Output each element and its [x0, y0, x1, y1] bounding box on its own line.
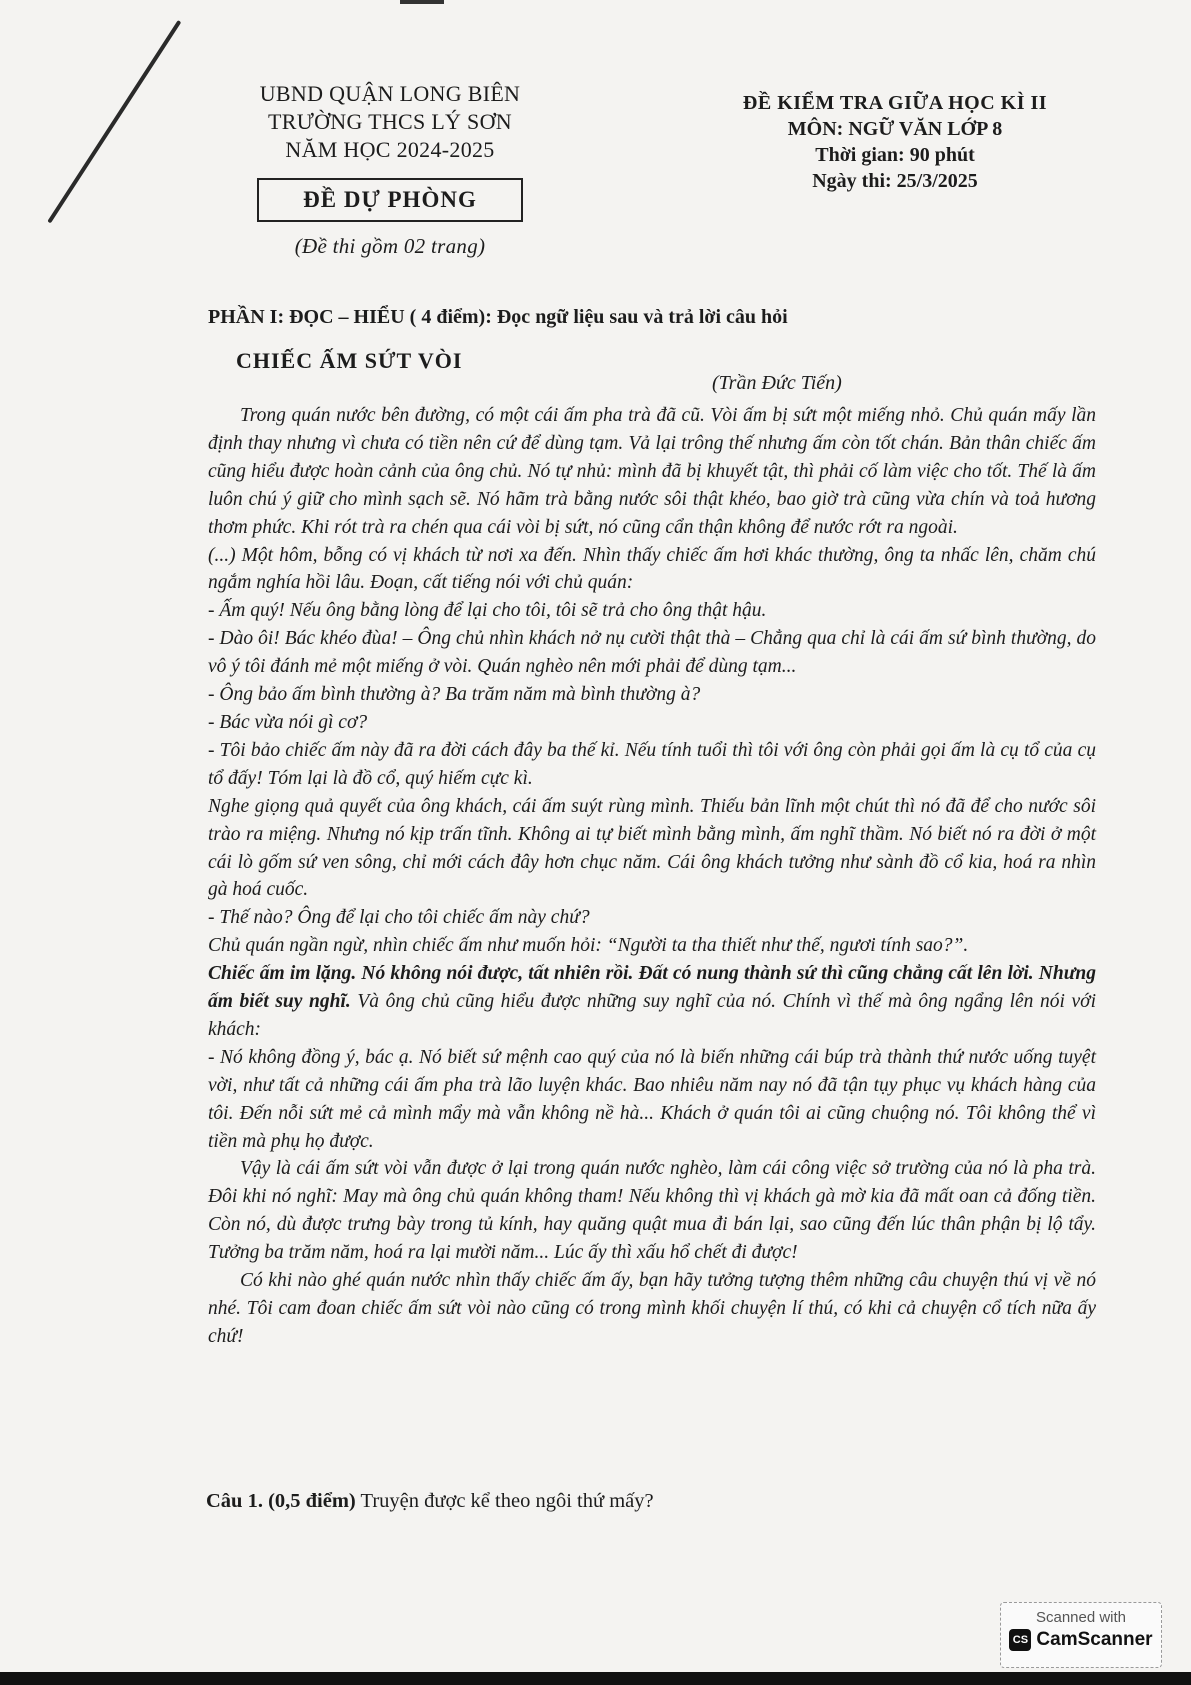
story-dialogue: - Thế nào? Ông để lại cho tôi chiếc ấm này chứ? [208, 907, 590, 929]
watermark-caption: Scanned with [1035, 1609, 1127, 1626]
scan-mark [400, 0, 444, 4]
section-title: PHẦN I: ĐỌC – HIỂU ( 4 điểm): Đọc ngữ liệu sau và trả lời câu hỏi [208, 306, 788, 328]
school-name: TRƯỜNG THCS LÝ SƠN [268, 109, 512, 134]
story-paragraph [208, 960, 1096, 1044]
watermark-brand: CamScanner [1036, 1629, 1153, 1650]
question-1 [206, 1490, 654, 1513]
school-header [225, 80, 555, 260]
question-text: Truyện được kể theo ngôi thứ mấy? [355, 1490, 654, 1512]
exam-title: ĐỀ KIỂM TRA GIỮA HỌC KÌ II [742, 92, 1048, 114]
story-bold-excerpt: Chiếc ấm im lặng. Nó không nói được, tất nhiên rồi. Đất có nung thành sứ thì cũng chẳng cất lên lời. Nhưng ấm biết suy nghĩ. [208, 963, 1096, 1013]
exam-subject: MÔN: NGỮ VĂN LỚP 8 [787, 118, 1003, 140]
school-year: NĂM HỌC 2024-2025 [285, 137, 495, 162]
story-paragraph: Chủ quán ngần ngừ, nhìn chiếc ấm như muốn hỏi: “Người ta tha thiết như thế, ngươi tính sao?”. [208, 935, 969, 957]
story-text: Và ông chủ cũng hiểu được những suy nghĩ của nó. Chính vì thế mà ông ngẩng lên nói với khách: [208, 991, 1096, 1040]
district-name: UBND QUẬN LONG BIÊN [259, 81, 521, 106]
exam-date: Ngày thi: 25/3/2025 [812, 170, 978, 192]
watermark-brand-row [1001, 1629, 1161, 1651]
page-count-note: (Đề thi gồm 02 trang) [294, 234, 486, 258]
story-dialogue: - Tôi bảo chiếc ấm này đã ra đời cách đây ba thế kỉ. Nếu tính tuổi thì tôi với ông còn phải gọi ấm là cụ tổ của cụ tổ đấy! Tóm lại là đồ cổ, quý hiếm cực kì. [208, 739, 1096, 789]
story-dialogue: - Ông bảo ấm bình thường à? Ba trăm năm mà bình thường à? [208, 684, 701, 706]
story-paragraph: Vậy là cái ấm sứt vòi vẫn được ở lại trong quán nước nghèo, làm cái công việc sở trường của nó là pha trà. Đôi khi nó nghĩ: May mà ông chủ quán không tham! Nếu không thì vị khách gà mờ kia đã mất oan cả đống tiền. Còn nó, dù được trưng bày trong tủ kính, hay quăng quật mua đi bán lại, sao cũng đến lúc thân phận bị lộ tẩy. Tưởng ba trăm năm, hoá ra lại mười năm... Lúc ấy thì xấu hổ chết đi được! [208, 1158, 1096, 1264]
story-author: (Trần Đức Tiến) [712, 372, 842, 394]
story-paragraph: Nghe giọng quả quyết của ông khách, cái ấm suýt rùng mình. Thiếu bản lĩnh một chút thì nó đã để cho nước sôi trào ra miệng. Nhưng nó kịp trấn tĩnh. Không ai tự biết mình bằng mình, ấm nghĩ thầm. Nó biết nó ra đời ở một cái lò gốm sứ ven sông, chỉ mới cách đây hơn chục năm. Cái ông khách tưởng như sành đồ cổ kia, hoá ra nhìn gà hoá cuốc. [208, 795, 1096, 901]
scan-edge [0, 1672, 1191, 1685]
exam-time: Thời gian: 90 phút [815, 144, 975, 166]
story-paragraph: Có khi nào ghé quán nước nhìn thấy chiếc ấm ấy, bạn hãy tưởng tượng thêm những câu chuyện thú vị về nó nhé. Tôi cam đoan chiếc ấm sứt vòi nào cũng có trong mình khối chuyện lí thú, có khi cả chuyện cổ tích nữa ấy chứ! [208, 1270, 1096, 1347]
question-label: Câu 1. (0,5 điểm) [206, 1490, 356, 1512]
story-title: CHIẾC ẤM SỨT VÒI [236, 348, 463, 373]
story-dialogue: - Nó không đồng ý, bác ạ. Nó biết sứ mệnh cao quý của nó là biến những cái búp trà thành thứ nước uống tuyệt vời, như tất cả những cái ấm pha trà lão luyện khác. Bao nhiêu năm nay nó đã tận tụy phục vụ khách hàng của tôi. Đến nỗi sứt mẻ cả mình mẩy mà vẫn không nề hà... Khách ở quán tôi ai cũng chuộng nó. Tôi không thể vì tiền mà phụ họ được. [208, 1046, 1096, 1152]
exam-header [700, 90, 1090, 194]
camscanner-logo-icon: CS [1009, 1629, 1031, 1651]
story-dialogue: - Dào ôi! Bác khéo đùa! – Ông chủ nhìn khách nở nụ cười thật thà – Chẳng qua chỉ là cái ấm sứ bình thường, do vô ý tôi đánh mẻ một miếng ở vòi. Quán nghèo nên mới phải để dùng tạm... [208, 628, 1096, 678]
camscanner-watermark [1000, 1602, 1162, 1668]
backup-exam-box: ĐỀ DỰ PHÒNG [257, 178, 523, 222]
story-paragraph: (...) Một hôm, bỗng có vị khách từ nơi xa đến. Nhìn thấy chiếc ấm hơi khác thường, ông ta nhấc lên, chăm chú ngắm nghía hồi lâu. Đoạn, cất tiếng nói với chủ quán: [208, 544, 1096, 594]
story-paragraph: Trong quán nước bên đường, có một cái ấm pha trà đã cũ. Vòi ấm bị sứt một miếng nhỏ. Chủ quán mấy lần định thay nhưng vì chưa có tiền nên cứ để dùng tạm. Vả lại trông thế nhưng ấm còn tốt chán. Bản thân chiếc ấm cũng hiểu được hoàn cảnh của ông chủ. Nó tự nhủ: mình đã bị khuyết tật, thì phải cố làm việc cho tốt. Thế là ấm luôn chú ý giữ cho mình sạch sẽ. Nó hãm trà bằng nước sôi thật khéo, bao giờ trà cũng vừa chín và toả hương thơm phức. Khi rót trà ra chén qua cái vòi bị sứt, nó cũng cẩn thận không để nước rớt ra ngoài. [208, 405, 1096, 538]
story-body [208, 402, 1096, 1351]
scan-line-mark [47, 20, 181, 223]
story-dialogue: - Ấm quý! Nếu ông bằng lòng để lại cho tôi, tôi sẽ trả cho ông thật hậu. [208, 600, 767, 622]
story-dialogue: - Bác vừa nói gì cơ? [208, 711, 368, 733]
